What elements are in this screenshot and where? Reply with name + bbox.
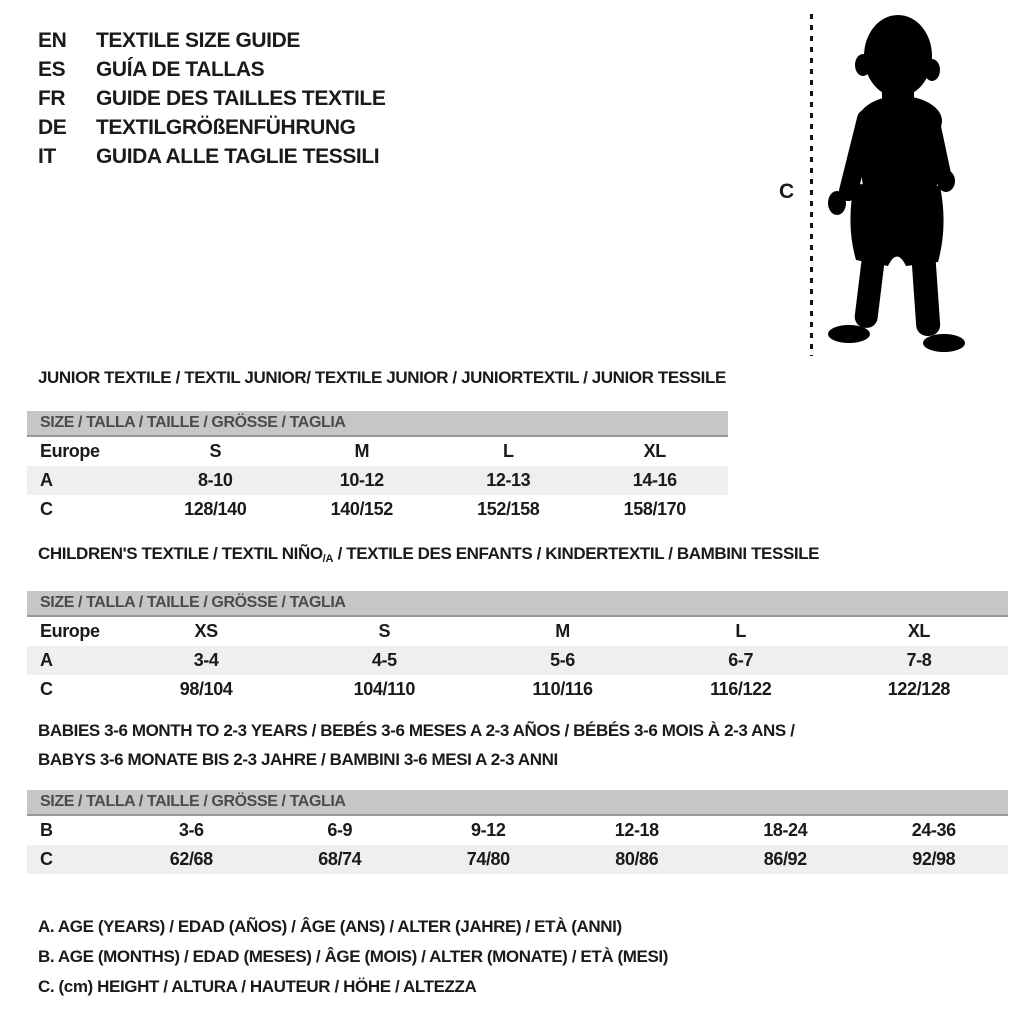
cell: 18-24 xyxy=(763,820,808,840)
cell: 104/110 xyxy=(353,679,415,699)
height-measure-dotted-line xyxy=(810,14,813,356)
cell: 80/86 xyxy=(615,849,659,869)
children-heading-subscript: /A xyxy=(322,553,334,565)
children-size-table xyxy=(27,591,1008,704)
size-table-header: SIZE / TALLA / TAILLE / GRÖSSE / TAGLIA xyxy=(27,591,1008,617)
table-row-height xyxy=(27,845,1008,874)
cell: 122/128 xyxy=(887,679,951,699)
language-code: IT xyxy=(38,145,56,168)
cell: 110/116 xyxy=(532,679,593,699)
table-row-age-years xyxy=(27,646,1008,675)
language-row-de xyxy=(38,113,385,142)
cell: 9-12 xyxy=(471,820,506,840)
size-table-header: SIZE / TALLA / TAILLE / GRÖSSE / TAGLIA xyxy=(27,790,1008,816)
table-row-height xyxy=(27,495,728,524)
cell: 152/158 xyxy=(477,499,540,519)
size-table-header: SIZE / TALLA / TAILLE / GRÖSSE / TAGLIA xyxy=(27,411,728,437)
cell: 158/170 xyxy=(623,499,686,519)
language-row-it xyxy=(38,142,385,171)
row-label: A xyxy=(40,650,53,670)
cell: 62/68 xyxy=(169,849,213,869)
cell: M xyxy=(354,441,370,461)
row-label: A xyxy=(40,470,53,490)
cell: 10-12 xyxy=(339,470,384,490)
cell: 6-9 xyxy=(327,820,353,840)
cell: S xyxy=(209,441,222,461)
cell: 86/92 xyxy=(763,849,807,869)
cell: XL xyxy=(643,441,666,461)
language-title: TEXTILE SIZE GUIDE xyxy=(96,29,300,52)
table-row-age-years xyxy=(27,466,728,495)
row-label: C xyxy=(40,499,53,519)
cell: 7-8 xyxy=(906,650,932,670)
cell: XS xyxy=(194,621,218,641)
cell: 12-13 xyxy=(486,470,531,490)
cell: L xyxy=(502,441,514,461)
language-code: EN xyxy=(38,29,67,52)
cell: 3-6 xyxy=(178,820,204,840)
row-label: Europe xyxy=(40,621,100,641)
language-title: TEXTILGRÖßENFÜHRUNG xyxy=(96,116,356,139)
language-code: FR xyxy=(38,87,66,110)
cell: L xyxy=(735,621,747,641)
cell: XL xyxy=(907,621,931,641)
babies-size-table xyxy=(27,790,1008,874)
language-code: ES xyxy=(38,58,66,81)
legend-line-a: A. AGE (YEARS) / EDAD (AÑOS) / ÂGE (ANS) / ALTER (JAHRE) / ETÀ (ANNI) xyxy=(38,917,622,936)
language-row-en xyxy=(38,26,385,55)
cell: 74/80 xyxy=(466,849,510,869)
table-row-age-months xyxy=(27,816,1008,845)
babies-section-heading-line1: BABIES 3-6 MONTH TO 2-3 YEARS / BEBÉS 3-6 MESES A 2-3 AÑOS / BÉBÉS 3-6 MOIS À 2-3 ANS / xyxy=(38,721,795,740)
children-heading-post: / TEXTILE DES ENFANTS / KINDERTEXTIL / BAMBINI TESSILE xyxy=(333,544,820,563)
legend-line-c: C. (cm) HEIGHT / ALTURA / HAUTEUR / HÖHE / ALTEZZA xyxy=(38,977,477,996)
cell: M xyxy=(555,621,570,641)
table-row-height xyxy=(27,675,1008,704)
children-section-heading xyxy=(38,544,819,565)
legend-line-b: B. AGE (MONTHS) / EDAD (MESES) / ÂGE (MOIS) / ALTER (MONATE) / ETÀ (MESI) xyxy=(38,947,668,966)
junior-section-heading: JUNIOR TEXTILE / TEXTIL JUNIOR/ TEXTILE JUNIOR / JUNIORTEXTIL / JUNIOR TESSILE xyxy=(38,368,726,387)
cell: 116/122 xyxy=(710,679,772,699)
cell: 24-36 xyxy=(911,820,956,840)
table-row-europe xyxy=(27,617,1008,646)
children-heading-pre: CHILDREN'S TEXTILE / TEXTIL NIÑO xyxy=(38,544,323,563)
toddler-silhouette-icon xyxy=(824,12,970,356)
cell: 8-10 xyxy=(198,470,233,490)
cell: 4-5 xyxy=(371,650,397,670)
babies-section-heading-line2: BABYS 3-6 MONATE BIS 2-3 JAHRE / BAMBINI 3-6 MESI A 2-3 ANNI xyxy=(38,750,558,769)
row-label: C xyxy=(40,679,53,699)
cell: 140/152 xyxy=(330,499,393,519)
cell: 92/98 xyxy=(912,849,956,869)
cell: 14-16 xyxy=(632,470,677,490)
cell: 98/104 xyxy=(179,679,233,699)
language-title: GUIDE DES TAILLES TEXTILE xyxy=(96,87,386,110)
cell: 12-18 xyxy=(614,820,659,840)
junior-size-table xyxy=(27,411,728,524)
language-code: DE xyxy=(38,116,67,139)
cell: 3-4 xyxy=(193,650,219,670)
language-title: GUÍA DE TALLAS xyxy=(96,58,265,81)
language-title-list xyxy=(38,26,385,171)
row-label: B xyxy=(40,820,53,840)
row-label: Europe xyxy=(40,441,100,461)
cell: 6-7 xyxy=(728,650,754,670)
language-title: GUIDA ALLE TAGLIE TESSILI xyxy=(96,145,380,168)
measure-legend xyxy=(38,912,668,1002)
table-row-europe xyxy=(27,437,728,466)
language-row-fr xyxy=(38,84,385,113)
language-row-es xyxy=(38,55,385,84)
height-measure-label: C xyxy=(779,180,794,203)
cell: S xyxy=(378,621,391,641)
row-label: C xyxy=(40,849,53,869)
cell: 128/140 xyxy=(184,499,247,519)
cell: 68/74 xyxy=(318,849,362,869)
cell: 5-6 xyxy=(550,650,575,670)
